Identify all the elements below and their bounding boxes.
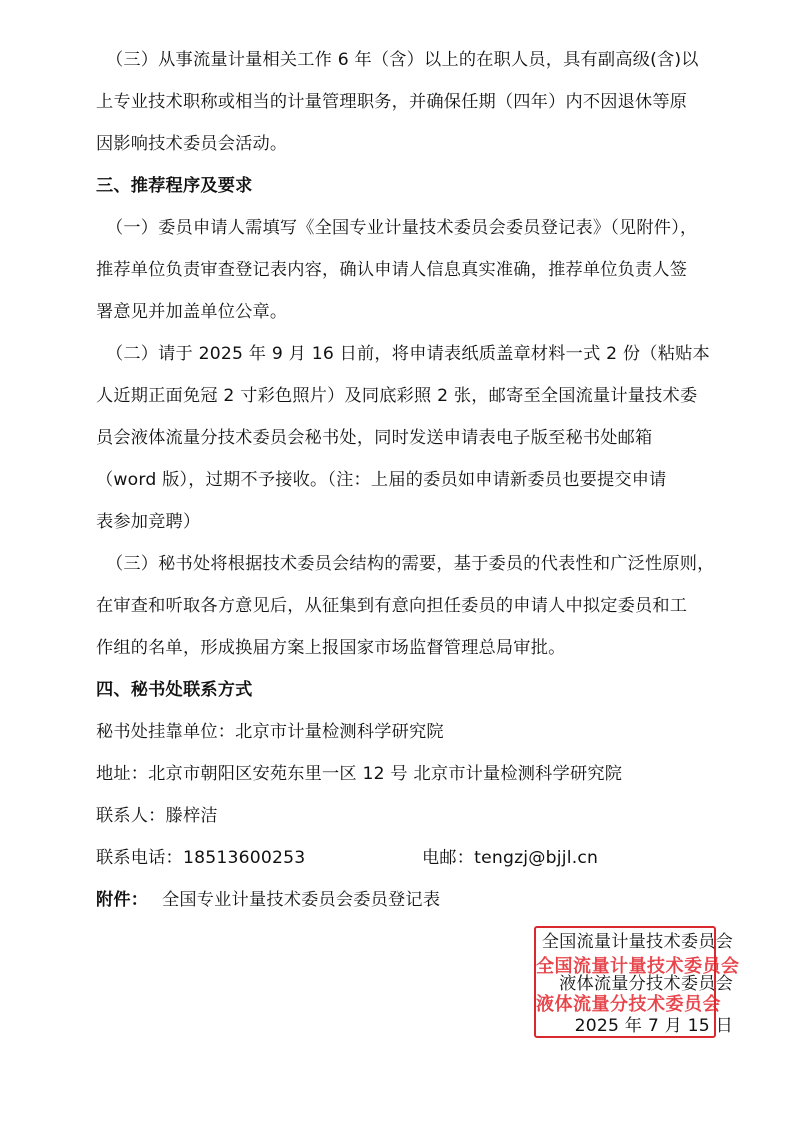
contact-unit: 秘书处挂靠单位：北京市计量检测科学研究院 xyxy=(96,722,444,742)
seal-line: 全国流量计量技术委员会 xyxy=(536,956,740,977)
paragraph-line: 因影响技术委员会活动。 xyxy=(96,134,288,154)
signature-org: 全国流量计量技术委员会 xyxy=(541,932,733,952)
paragraph-line: 署意见并加盖单位公章。 xyxy=(96,302,288,322)
paragraph-line: （二）请于 2025 年 9 月 16 日前，将申请表纸质盖章材料一式 2 份（粘贴本 xyxy=(106,344,710,364)
attachment-label: 附件： xyxy=(96,890,149,910)
paragraph-line: 员会液体流量分技术委员会秘书处，同时发送申请表电子版至秘书处邮箱 xyxy=(96,428,653,448)
paragraph-line: （word 版），过期不予接收。（注：上届的委员如申请新委员也要提交申请 xyxy=(96,470,667,490)
contact-phone: 联系电话：18513600253 xyxy=(96,848,306,868)
paragraph-line: 表参加竞聘） xyxy=(96,512,201,532)
section-heading: 四、秘书处联系方式 xyxy=(96,680,253,700)
signature-date: 2025 年 7 月 15 日 xyxy=(574,1016,733,1036)
paragraph-line: （三）从事流量计量相关工作 6 年（含）以上的在职人员，具有副高级(含)以 xyxy=(106,50,699,70)
paragraph-line: 作组的名单，形成换届方案上报国家市场监督管理总局审批。 xyxy=(96,638,566,658)
contact-address: 地址：北京市朝阳区安苑东里一区 12 号 北京市计量检测科学研究院 xyxy=(96,764,623,784)
seal-line: 液体流量分技术委员会 xyxy=(536,994,721,1015)
section-heading: 三、推荐程序及要求 xyxy=(96,176,253,196)
paragraph-line: 推荐单位负责审查登记表内容，确认申请人信息真实准确，推荐单位负责人签 xyxy=(96,260,688,280)
paragraph-line: 在审查和听取各方意见后，从征集到有意向担任委员的申请人中拟定委员和工 xyxy=(96,596,688,616)
paragraph-line: （三）秘书处将根据技术委员会结构的需要，基于委员的代表性和广泛性原则， xyxy=(106,554,715,574)
contact-email: 电邮：tengzj@bjjl.cn xyxy=(422,848,599,868)
attachment-link[interactable]: 全国专业计量技术委员会委员登记表 xyxy=(162,890,441,910)
signature-suborg: 液体流量分技术委员会 xyxy=(559,974,733,994)
paragraph-line: （一）委员申请人需填写《全国专业计量技术委员会委员登记表》（见附件）， xyxy=(106,218,698,238)
paragraph-line: 上专业技术职称或相当的计量管理职务，并确保任期（四年）内不因退休等原 xyxy=(96,92,688,112)
paragraph-line: 人近期正面免冠 2 寸彩色照片）及同底彩照 2 张，邮寄至全国流量计量技术委 xyxy=(96,386,698,406)
contact-person: 联系人：滕梓洁 xyxy=(96,806,218,826)
